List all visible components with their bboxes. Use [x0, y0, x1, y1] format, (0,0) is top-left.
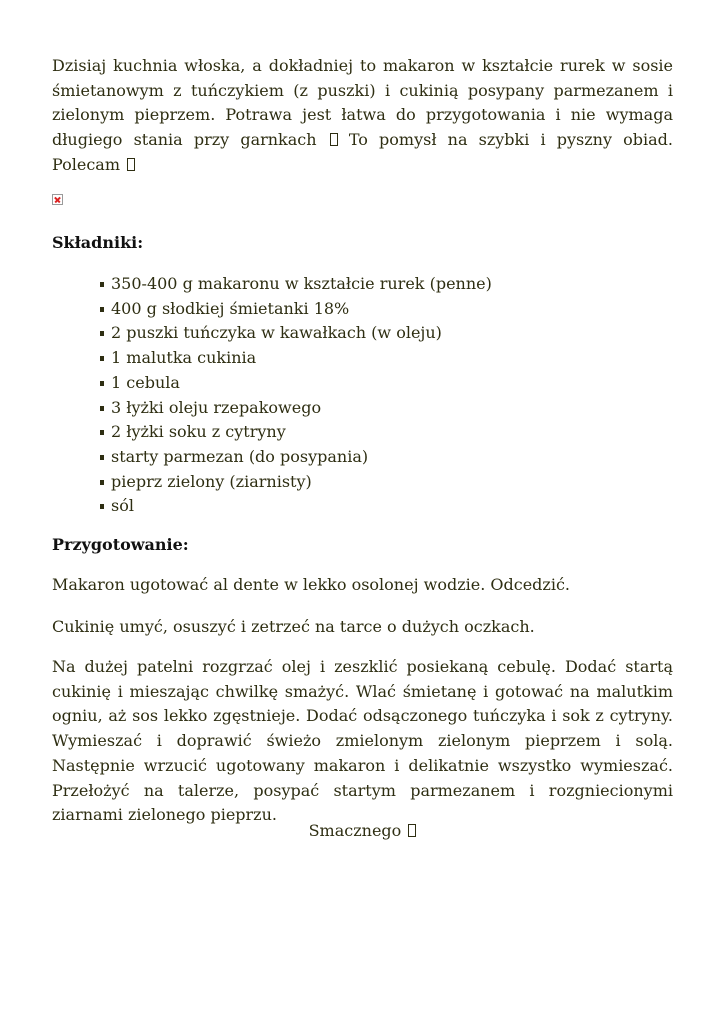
preparation-step-3: Na dużej patelni rozgrzać olej i zeszklić posiekaną cebulę. Dodać startą cukinię i mieszając chwilkę smażyć. Wlać śmietanę i gotować na malutkim ogniu, aż sos lekko zgęstnieje. Dodać odsączonego tuńczyka i sok z cytryny. Wymieszać i doprawić świeżo zmielonym zielonym pieprzem i solą. Następnie wrzucić ugotowany makaron i delikatnie wszystko wymieszać. Przełożyć na talerze, posypać startym parmezanem i rozgniecionymi ziarnami zielonego pieprzu.	[52, 657, 673, 825]
list-item: 2 puszki tuńczyka w kawałkach (w oleju)	[100, 321, 492, 346]
ingredients-heading: Składniki:	[52, 233, 144, 252]
list-item: 3 łyżki oleju rzepakowego	[100, 396, 492, 421]
preparation-heading: Przygotowanie:	[52, 535, 189, 554]
list-item: pieprz zielony (ziarnisty)	[100, 470, 492, 495]
list-item: 400 g słodkiej śmietanki 18%	[100, 297, 492, 322]
list-item: 1 cebula	[100, 371, 492, 396]
list-item: starty parmezan (do posypania)	[100, 445, 492, 470]
ingredients-list	[100, 272, 492, 519]
intro-text: Dzisiaj kuchnia włoska, a dokładniej to makaron w kształcie rurek w sosie śmietanowym z tuńczykiem (z puszki) i cukinią posypany parmezanem i zielonym pieprzem. Potrawa jest łatwa do przygotowania i nie wymaga długiego stania przy garnkach	[52, 56, 673, 150]
list-item: sól	[100, 494, 492, 519]
list-item: 350-400 g makaronu w kształcie rurek (penne)	[100, 272, 492, 297]
emoji-placeholder-icon	[408, 824, 416, 837]
emoji-placeholder-icon	[127, 158, 135, 171]
list-item: 2 łyżki soku z cytryny	[100, 420, 492, 445]
intro-middle-text: To pomysł na szybki i pyszny obiad. Polecam	[52, 130, 673, 174]
intro-paragraph	[52, 54, 673, 178]
closing-line	[52, 819, 673, 844]
preparation-step-1: Makaron ugotować al dente w lekko osolonej wodzie. Odcedzić.	[52, 575, 570, 594]
closing-text: Smacznego	[308, 821, 402, 840]
broken-image-icon	[52, 194, 63, 205]
list-item: 1 malutka cukinia	[100, 346, 492, 371]
preparation-step-2: Cukinię umyć, osuszyć i zetrzeć na tarce o dużych oczkach.	[52, 617, 535, 636]
article-body	[52, 54, 673, 178]
emoji-placeholder-icon	[330, 133, 338, 146]
